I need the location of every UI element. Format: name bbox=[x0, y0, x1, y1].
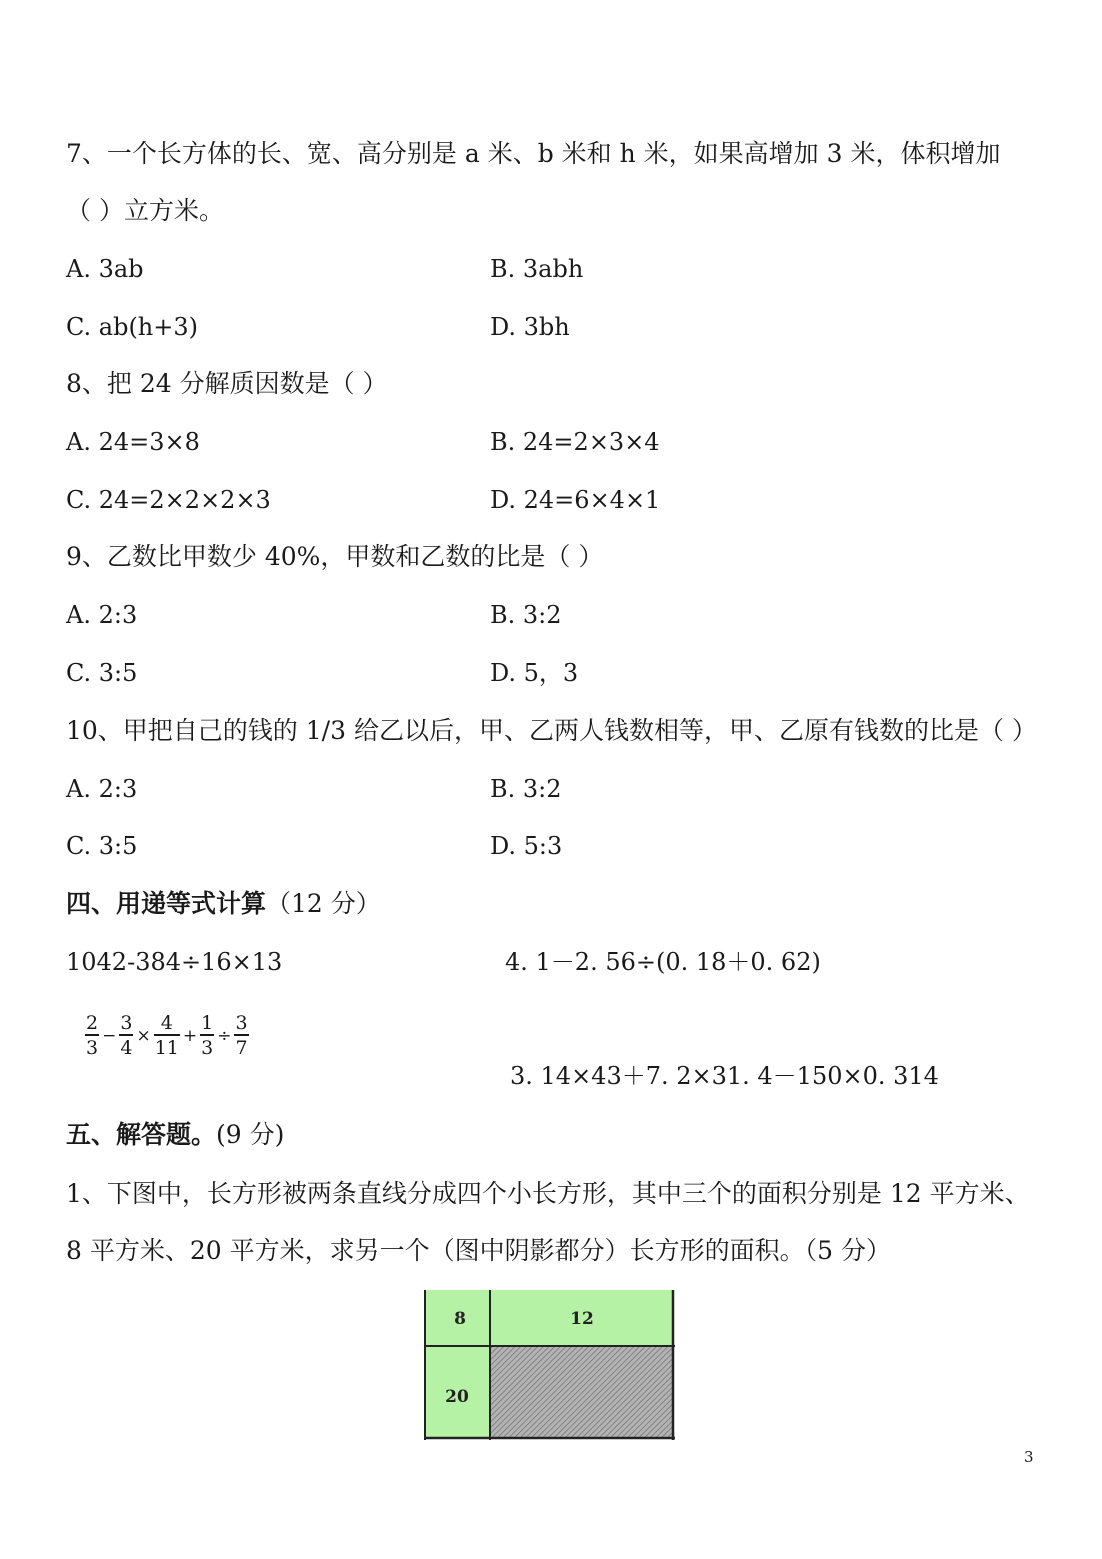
section4-score: （12 分） bbox=[266, 889, 381, 918]
q9-option-c[interactable]: C. 3:5 bbox=[66, 659, 138, 687]
q8-option-a[interactable]: A. 24=3×8 bbox=[66, 428, 200, 456]
page-number: 3 bbox=[1024, 1448, 1034, 1466]
section5-score: (9 分) bbox=[216, 1120, 285, 1149]
divide-sign: ÷ bbox=[217, 1025, 232, 1046]
label-bottom-left: 20 bbox=[445, 1387, 469, 1407]
q7-option-d[interactable]: D. 3bh bbox=[490, 313, 570, 341]
section5-heading bbox=[66, 1120, 284, 1150]
q8-option-d[interactable]: D. 24=6×4×1 bbox=[490, 486, 661, 514]
calc-expr-1: 1042-384÷16×13 bbox=[66, 948, 283, 976]
s5-q1-line1: 1、下图中，长方形被两条直线分成四个小长方形，其中三个的面积分别是 12 平方米、 bbox=[66, 1179, 1030, 1208]
cell-shaded bbox=[490, 1346, 673, 1438]
q10-option-b[interactable]: B. 3:2 bbox=[490, 775, 562, 803]
q10-option-d[interactable]: D. 5:3 bbox=[490, 832, 563, 860]
q10-stem: 10、甲把自己的钱的 1/3 给乙以后，甲、乙两人钱数相等，甲、乙原有钱数的比是（ ） bbox=[66, 716, 1037, 745]
fraction: $\frac{1}{3}$ bbox=[201, 1012, 214, 1059]
q9-option-d[interactable]: D. 5，3 bbox=[490, 659, 579, 687]
section4-title: 四、用递等式计算 bbox=[66, 889, 267, 918]
label-top-right: 12 bbox=[570, 1309, 594, 1329]
q10-option-c[interactable]: C. 3:5 bbox=[66, 832, 138, 860]
q9-stem: 9、乙数比甲数少 40%，甲数和乙数的比是（ ） bbox=[66, 542, 604, 571]
section5-title: 五、解答题。 bbox=[66, 1120, 217, 1149]
section4-heading bbox=[66, 889, 381, 919]
q7-stem-line1: 7、一个长方体的长、宽、高分别是 a 米、b 米和 h 米，如果高增加 3 米，体积增加 bbox=[66, 139, 1001, 168]
plus-sign: + bbox=[182, 1025, 198, 1046]
q10-option-a[interactable]: A. 2:3 bbox=[66, 775, 138, 803]
q8-stem: 8、把 24 分解质因数是（ ） bbox=[66, 369, 388, 398]
minus-sign: − bbox=[102, 1025, 117, 1046]
calc-expr-3-fractions bbox=[84, 1012, 250, 1060]
q7-option-a[interactable]: A. 3ab bbox=[66, 255, 144, 283]
label-top-left: 8 bbox=[454, 1309, 466, 1329]
q9-option-a[interactable]: A. 2:3 bbox=[66, 601, 138, 629]
times-sign: × bbox=[136, 1025, 151, 1046]
fraction: $\frac{4}{11}$ bbox=[154, 1012, 179, 1059]
fraction: $\frac{3}{4}$ bbox=[120, 1012, 133, 1059]
s5-q1-line2: 8 平方米、20 平方米，求另一个（图中阴影都分）长方形的面积。（5 分） bbox=[66, 1236, 891, 1265]
calc-expr-2: 4. 1－2. 56÷(0. 18＋0. 62) bbox=[505, 948, 821, 976]
q8-option-b[interactable]: B. 24=2×3×4 bbox=[490, 428, 660, 456]
rectangle-area-figure bbox=[424, 1290, 675, 1440]
calc-expr-4: 3. 14×43＋7. 2×31. 4－150×0. 314 bbox=[510, 1062, 939, 1090]
q7-stem-line2: （ ）立方米。 bbox=[66, 196, 224, 225]
q7-option-b[interactable]: B. 3abh bbox=[490, 255, 584, 283]
fraction: $\frac{3}{7}$ bbox=[235, 1012, 248, 1059]
q7-option-c[interactable]: C. ab(h+3) bbox=[66, 313, 198, 341]
fraction: $\frac{2}{3}$ bbox=[86, 1012, 99, 1059]
q9-option-b[interactable]: B. 3:2 bbox=[490, 601, 562, 629]
q8-option-c[interactable]: C. 24=2×2×2×3 bbox=[66, 486, 271, 514]
